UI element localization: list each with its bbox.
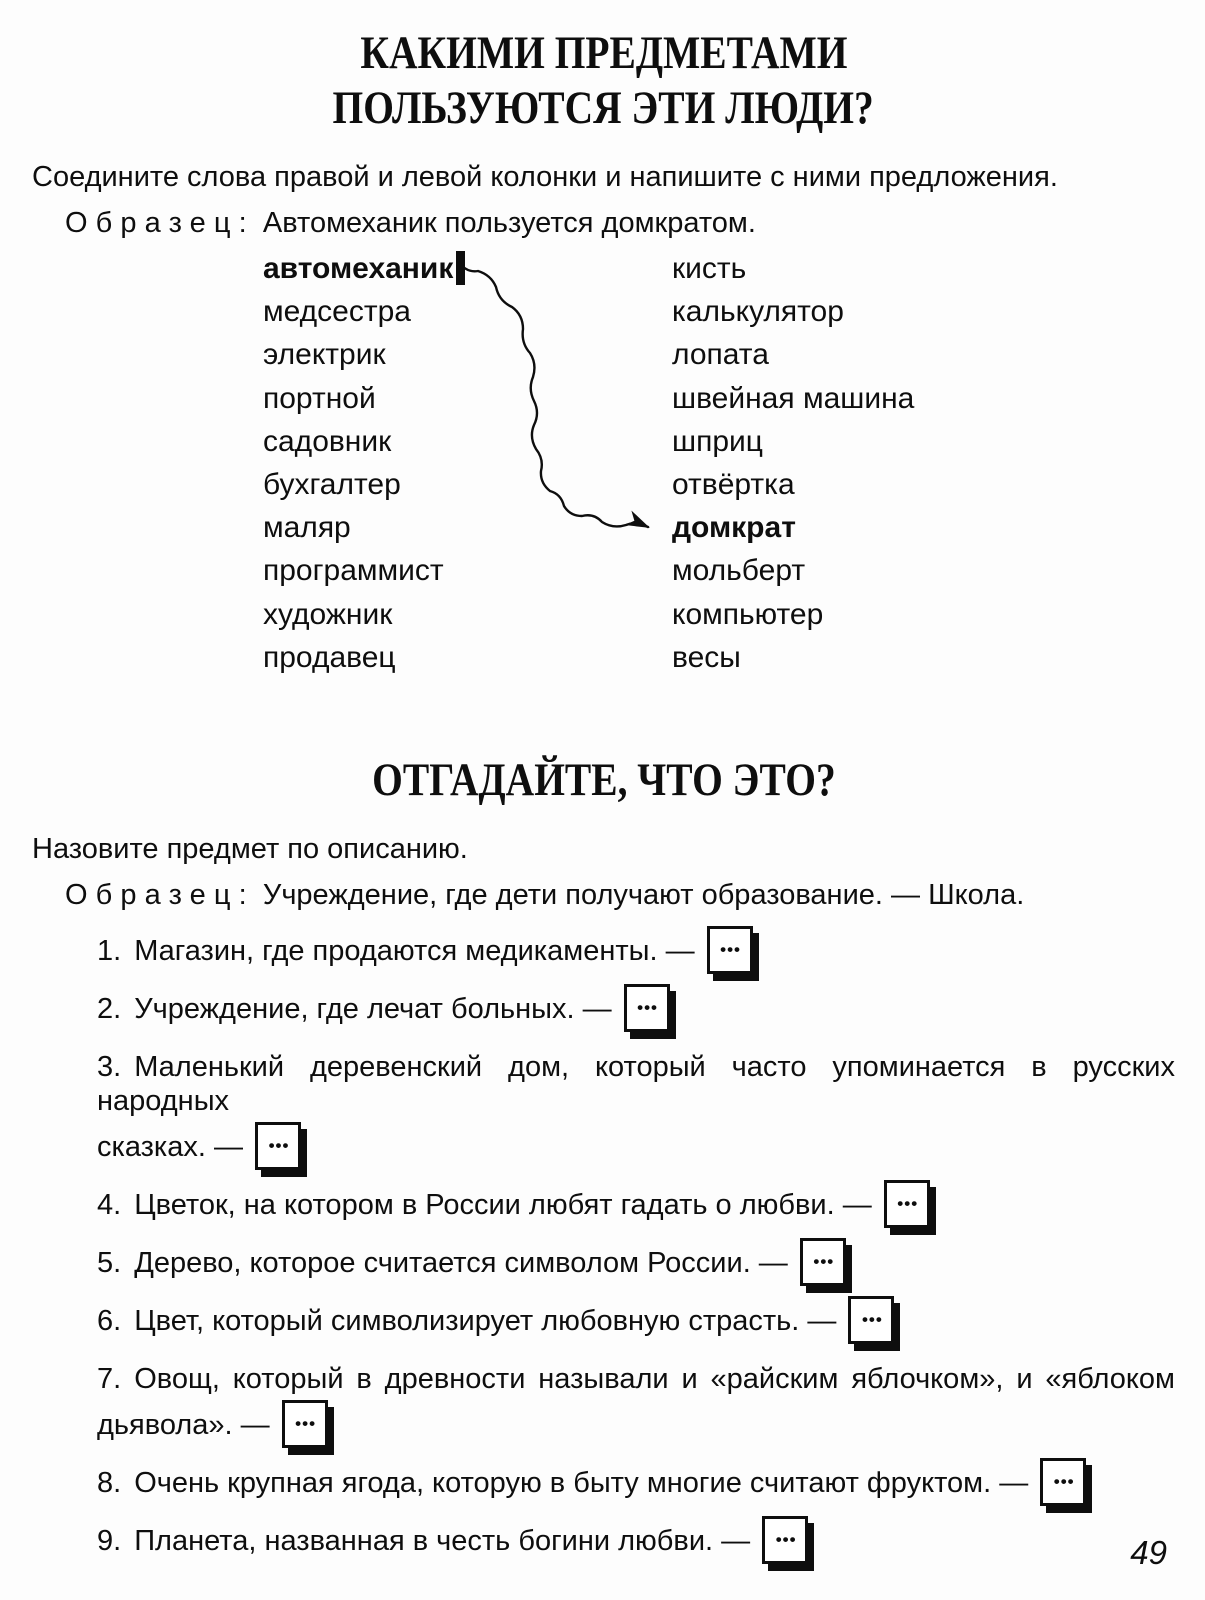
word-label: портной: [263, 381, 376, 415]
item-text: Планета, названная в честь богини любви. —: [134, 1525, 751, 1557]
word-label: маляр: [263, 511, 351, 545]
item-number: 3.: [97, 1051, 122, 1083]
example-label: Образец:: [65, 207, 255, 239]
item-text-line1: [97, 1050, 1175, 1118]
item-text: Очень крупная ягода, которую в быту многие считают фруктом. —: [134, 1467, 1029, 1499]
exercise1-title: [32, 26, 1175, 136]
ellipsis-dots-icon: •••: [861, 1310, 883, 1330]
word-label: домкрат: [672, 511, 796, 545]
item-number: 4.: [97, 1189, 122, 1221]
item-text-line2: [97, 1130, 1175, 1164]
object-word-кисть: [672, 247, 914, 290]
item-text: дьявола». —: [97, 1409, 270, 1441]
word-label: бухгалтер: [263, 467, 401, 501]
answer-placeholder-box: [255, 1122, 301, 1170]
riddle-item-2: [97, 992, 1175, 1026]
object-word-лопата: [672, 333, 914, 376]
profession-word-автомеханик: [263, 247, 465, 290]
exercise1-title-line1: КАКИМИ ПРЕДМЕТАМИ: [359, 27, 848, 79]
answer-placeholder-box: [848, 1296, 894, 1344]
profession-word-медсестра: [263, 290, 465, 333]
word-label: калькулятор: [672, 295, 844, 329]
word-label: медсестра: [263, 295, 411, 329]
word-label: весы: [672, 640, 741, 674]
item-text-line1: [97, 1362, 1175, 1396]
item-number: 7.: [97, 1363, 122, 1395]
item-text: Магазин, где продаются медикаменты. —: [134, 935, 695, 967]
riddle-item-8: [97, 1466, 1175, 1500]
word-label: швейная машина: [672, 381, 915, 415]
example-text: Учреждение, где дети получают образование. — Школа.: [262, 879, 1025, 911]
word-label: мольберт: [672, 554, 806, 588]
cursor-bar-icon: [456, 251, 465, 285]
word-label: отвёртка: [672, 467, 795, 501]
riddle-item-7: [97, 1362, 1175, 1442]
example-label: Образец:: [65, 879, 255, 911]
ellipsis-dots-icon: •••: [1053, 1472, 1075, 1492]
item-text-line2: [97, 1408, 1175, 1442]
connector-squiggle-line: [430, 247, 690, 547]
item-number: 8.: [97, 1467, 122, 1499]
example-text: Автомеханик пользуется домкратом.: [262, 207, 756, 239]
objects-column: [672, 247, 914, 679]
item-number: 2.: [97, 993, 122, 1025]
exercise2-title: ОТГАДАЙТЕ, ЧТО ЭТО?: [371, 754, 836, 806]
riddle-item-1: [97, 934, 1175, 968]
word-label: садовник: [263, 424, 392, 458]
professions-column: [263, 247, 465, 679]
object-word-отвёртка: [672, 463, 914, 506]
word-label: электрик: [263, 338, 386, 372]
profession-word-садовник: [263, 420, 465, 463]
riddle-item-3: [97, 1050, 1175, 1164]
item-text: сказках. —: [97, 1131, 243, 1163]
profession-word-портной: [263, 377, 465, 420]
item-text: Дерево, которое считается символом России. —: [134, 1247, 788, 1279]
object-word-калькулятор: [672, 290, 914, 333]
object-word-весы: [672, 636, 914, 679]
ellipsis-dots-icon: •••: [295, 1414, 317, 1434]
ellipsis-dots-icon: •••: [897, 1194, 919, 1214]
exercise1-instruction: Соедините слова правой и левой колонки и напишите с ними предложения.: [32, 161, 1058, 193]
item-text: Цветок, на котором в России любят гадать о любви. —: [134, 1189, 872, 1221]
item-number: 5.: [97, 1247, 122, 1279]
item-text: Цвет, который символизирует любовную страсть. —: [134, 1305, 837, 1337]
word-label: программист: [263, 554, 444, 588]
item-text: Учреждение, где лечат больных. —: [134, 993, 612, 1025]
word-label: кисть: [672, 252, 747, 285]
word-label: шприц: [672, 424, 763, 458]
item-text: Овощ, который в древности называли и «райским яблочком», и «яблоком: [134, 1363, 1175, 1395]
answer-placeholder-box: [800, 1238, 846, 1286]
ellipsis-dots-icon: •••: [775, 1530, 797, 1550]
profession-word-маляр: [263, 506, 465, 549]
ellipsis-dots-icon: •••: [268, 1136, 290, 1156]
profession-word-художник: [263, 593, 465, 636]
page-number: 49: [1130, 1534, 1167, 1571]
item-number: 6.: [97, 1305, 122, 1337]
profession-word-бухгалтер: [263, 463, 465, 506]
riddle-item-6: [97, 1304, 1175, 1338]
ellipsis-dots-icon: •••: [813, 1252, 835, 1272]
word-label: лопата: [672, 338, 769, 372]
ellipsis-dots-icon: •••: [720, 940, 741, 960]
profession-word-электрик: [263, 333, 465, 376]
answer-placeholder-box: [884, 1180, 930, 1228]
exercise1-title-line2: ПОЛЬЗУЮТСЯ ЭТИ ЛЮДИ?: [332, 82, 875, 134]
object-word-швейная-машина: [672, 377, 914, 420]
matching-columns: [32, 247, 1175, 679]
item-text: Маленький деревенский дом, который часто упоминается в русских народных: [97, 1051, 1175, 1117]
answer-placeholder-box: [282, 1400, 328, 1448]
object-word-мольберт: [672, 549, 914, 592]
riddle-item-5: [97, 1246, 1175, 1280]
object-word-шприц: [672, 420, 914, 463]
exercise2-instruction: Назовите предмет по описанию.: [32, 833, 468, 865]
exercise1-example: [65, 207, 1175, 240]
object-word-компьютер: [672, 593, 914, 636]
profession-word-программист: [263, 549, 465, 592]
answer-placeholder-box: [762, 1516, 808, 1564]
word-label: художник: [263, 597, 393, 631]
word-label: продавец: [263, 640, 396, 674]
word-label: компьютер: [672, 597, 824, 631]
word-label: автомеханик: [263, 252, 454, 285]
exercise2-example: [65, 879, 1175, 912]
answer-placeholder-box: [707, 926, 753, 974]
answer-placeholder-box: [1040, 1458, 1086, 1506]
ellipsis-dots-icon: •••: [637, 998, 658, 1018]
item-number: 1.: [97, 935, 122, 967]
object-word-домкрат: [672, 506, 914, 549]
riddle-item-9: [97, 1524, 1175, 1558]
riddle-item-4: [97, 1188, 1175, 1222]
riddle-items-list: [97, 934, 1175, 1558]
item-number: 9.: [97, 1525, 122, 1557]
profession-word-продавец: [263, 636, 465, 679]
answer-placeholder-box: [624, 984, 670, 1032]
